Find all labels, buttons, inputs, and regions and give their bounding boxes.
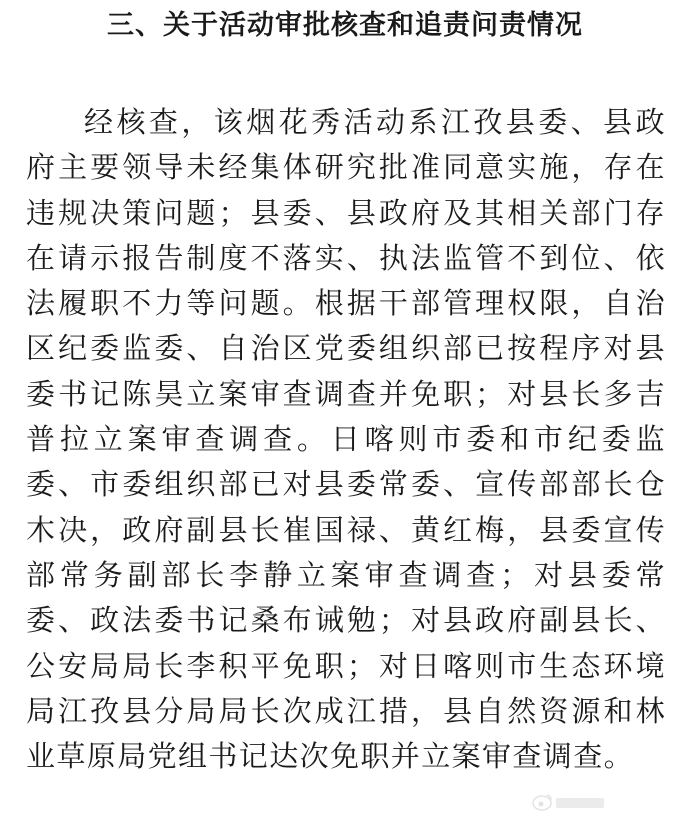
paragraph-line: 局江孜县分局局长次成江措，县自然资源和林: [26, 693, 666, 728]
watermark-logo: [530, 790, 610, 814]
paragraph-line: 部常务副部长李静立案审查调查；对县委常: [26, 557, 666, 592]
paragraph-line: 区纪委监委、自治区党委组织部已按程序对县: [26, 331, 666, 366]
paragraph-line: 违规决策问题；县委、县政府及其相关部门存: [26, 195, 666, 230]
paragraph-line: 委、市委组织部已对县委常委、宣传部部长仓: [26, 467, 666, 502]
paragraph-line: 府主要领导未经集体研究批准同意实施，存在: [26, 150, 666, 185]
paragraph-line: 委书记陈昊立案审查调查并免职；对县长多吉: [26, 376, 666, 411]
paragraph-line: 委、政法委书记桑布诫勉；对县政府副县长、: [26, 603, 666, 638]
paragraph-line: 公安局局长李积平免职；对日喀则市生态环境: [26, 648, 666, 683]
body-paragraph: [26, 100, 666, 779]
section-heading: 三、关于活动审批核查和追责问责情况: [107, 10, 583, 41]
paragraph-line: 法履职不力等问题。根据干部管理权限，自治: [26, 286, 666, 321]
paragraph-line: 木决，政府副县长崔国禄、黄红梅，县委宣传: [26, 512, 666, 547]
paragraph-line: 业草原局党组书记达次免职并立案审查调查。: [26, 739, 635, 774]
paragraph-line: 在请示报告制度不落实、执法监管不到位、依: [26, 240, 666, 275]
paragraph-line: 普拉立案审查调查。日喀则市委和市纪委监: [26, 422, 666, 457]
paragraph-line: 经核查，该烟花秀活动系江孜县委、县政: [84, 105, 666, 139]
